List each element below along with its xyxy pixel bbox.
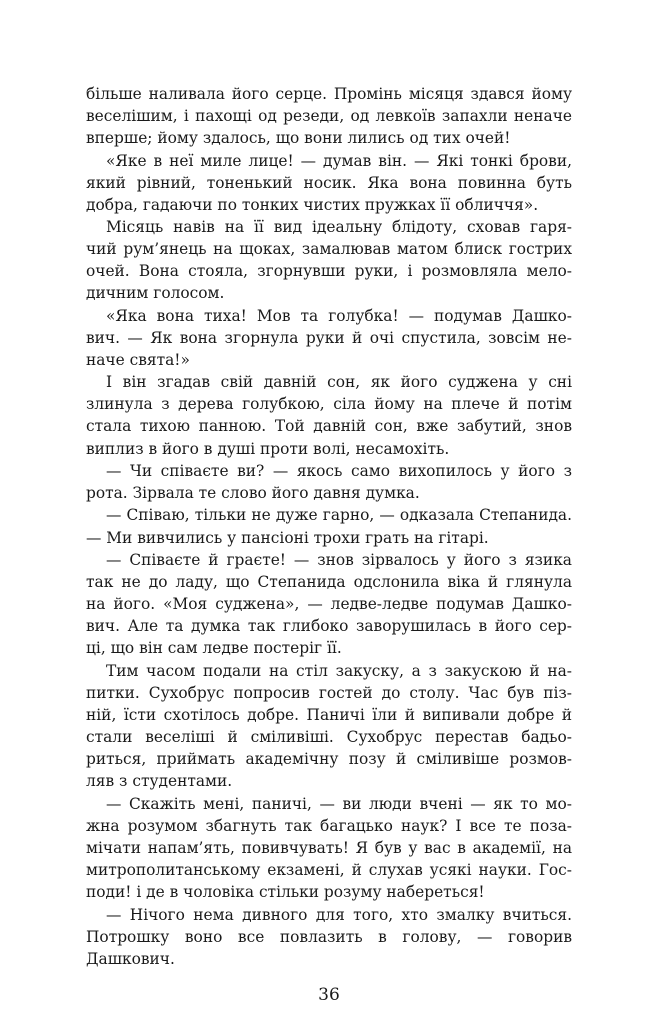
text-line: який рівний, тоненький носик. Яка вона повинна буть [86, 174, 572, 192]
text-line: ляв з студентами. [86, 772, 233, 790]
text-line: дичним голосом. [86, 284, 225, 302]
text-line: І він згадав свій давній сон, як його суджена у сні [106, 373, 572, 391]
text-line: — Співаєте й граєте! — знов зірвалось у його з язика [106, 551, 572, 569]
text-line: — Скажіть мені, паничі, — ви люди вчені — як то мо- [106, 795, 572, 813]
text-line: — Ми вивчились у пансіоні трохи грать на гітарі. [86, 529, 489, 547]
text-line: виплиз в його в душі проти волі, несамохіть. [86, 440, 450, 458]
text-line: рота. Зірвала те слово його давня думка. [86, 484, 420, 502]
text-line: вич. Але та думка так глибоко заворушилась в його сер- [86, 617, 572, 635]
text-line: вич. — Як вона згорнула руки й очі спустила, зовсім не- [86, 329, 572, 347]
text-line: митрополитанському екзамені, й слухав усякі науки. Гос- [86, 861, 572, 879]
text-line: ній, їсти схотілось добре. Паничі їли й випивали добре й [86, 706, 572, 724]
text-line: більше наливала його серце. Промінь місяця здався йому [86, 85, 572, 103]
text-line: — Нічого нема дивного для того, хто змалку вчиться. [106, 906, 572, 924]
text-line: стала тихою панною. Той давній сон, вже забутий, знов [86, 417, 572, 435]
text-line: чий рум’янець на щоках, замалював матом блиск гострих [86, 240, 572, 258]
text-line: вперше; йому здалось, що вони лились од тих очей! [86, 129, 511, 147]
text-line: питки. Сухобрус попросив гостей до столу. Час був піз- [86, 684, 572, 702]
text-line: так не до ладу, що Степанида одслонила віка й глянула [86, 573, 572, 591]
text-line: риться, приймать академічну позу й сміливіше розмов- [86, 750, 572, 768]
text-line: Дашкович. [86, 950, 175, 968]
text-line: стали веселіші й сміливіші. Сухобрус перестав бадьо- [86, 728, 572, 746]
text-line: Тим часом подали на стіл закуску, а з закускою й на- [106, 662, 572, 680]
text-line: Потрошку воно все повлазить в голову, — говорив [86, 928, 572, 946]
text-line: Місяць навів на її вид ідеальну блідоту, сховав гаря- [106, 218, 572, 236]
text-line: мічати напам’ять, повивчувать! Я був у вас в академії, на [86, 839, 572, 857]
text-line: злинула з дерева голубкою, сіла йому на плече й потім [86, 395, 572, 413]
text-line: «Яке в неї миле лице! — думав він. — Які тонкі брови, [106, 152, 572, 170]
page-number: 36 [318, 985, 340, 1005]
text-line: поди! і де в чоловіка стільки розуму набереться! [86, 883, 485, 901]
text-line: наче свята!» [86, 351, 190, 369]
text-line: добра, гадаючи по тонких чистих пружках її обличчя». [86, 196, 539, 214]
text-line: «Яка вона тиха! Мов та голубка! — подумав Дашко- [106, 307, 572, 325]
text-line: ці, що він сам ледве постеріг її. [86, 639, 342, 657]
text-line: веселішим, і пахощі од резеди, од левкоїв запахли неначе [86, 107, 572, 125]
text-line: на його. «Моя суджена», — ледве-ледве подумав Дашко- [86, 595, 572, 613]
text-line: — Чи співаєте ви? — якось само вихопилось у його з [106, 462, 572, 480]
text-line: жна розумом збагнуть так багацько наук? І все те поза- [86, 817, 572, 835]
text-line: — Співаю, тільки не дуже гарно, — одказала Степанида. [106, 506, 572, 524]
text-line: очей. Вона стояла, згорнувши руки, і розмовляла мело- [86, 262, 572, 280]
